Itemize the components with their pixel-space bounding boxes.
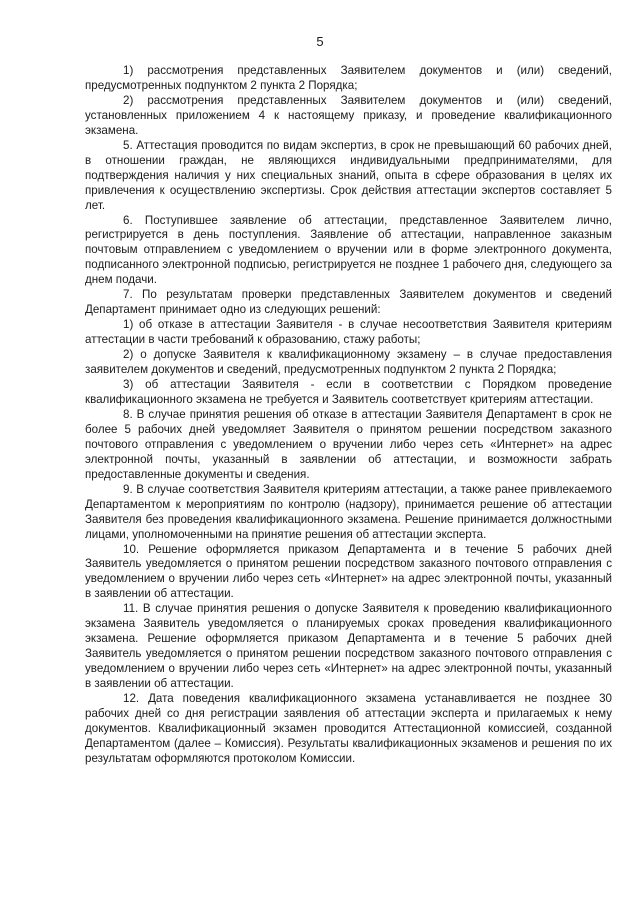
paragraph-decision-2: 2) о допуске Заявителя к квалификационному экзамену – в случае предоставления заявителем документов и сведений, предусмотренных подпунктом 2 пункта 2 Порядка; [85,348,612,377]
paragraph-clause-11: 11. В случае принятия решения о допуске Заявителя к проведению квалификационного экзамена Заявитель уведомляется о планируемых сроках проведения квалификационного экзамена. Решение оформляется приказом Департамента и в течение 5 рабочих дней Заявитель уведомляется о принятом решении посредством заказного почтового отправления с уведомлением о вручении либо через сеть «Интернет» на адрес электронной почты, указанный в заявлении об аттестации. [85,602,612,691]
paragraph-decision-3: 3) об аттестации Заявителя - если в соответствии с Порядком проведение квалификационного экзамена не требуется и Заявитель соответствует критериям аттестации. [85,378,612,406]
page-number: 5 [316,34,324,49]
paragraph-clause-9: 9. В случае соответствия Заявителя критериям аттестации, а также ранее привлекаемого Департаментом к мероприятиям по контролю (надзору), принимается решение об аттестации Заявителя без проведения квалификационного экзамена. Решение принимается должностными лицами, уполномоченными на принятие решения об аттестации эксперта. [85,482,612,541]
paragraph-item-1: 1) рассмотрения представленных Заявителем документов и (или) сведений, предусмотренных подпунктом 2 пункта 2 Порядка; [85,64,612,92]
paragraph-clause-12: 12. Дата поведения квалификационного экзамена устанавливается не позднее 30 рабочих дней со дня регистрации заявления об аттестации эксперта и прилагаемых к нему документов. Квалификационный экзамен проводится Аттестационной комиссией, созданной Департаментом (далее – Комиссия). Результаты квалификационных экзаменов и решения по их результатам оформляются протоколом Комиссии. [85,692,612,765]
paragraph-item-2: 2) рассмотрения представленных Заявителем документов и (или) сведений, установленных приложением 4 к настоящему приказу, и проведение квалификационного экзамена. [85,93,612,137]
document-body [85,64,612,767]
paragraph-clause-7: 7. По результатам проверки представленных Заявителем документов и сведений Департамент принимает одно из следующих решений: [85,288,612,317]
paragraph-decision-1: 1) об отказе в аттестации Заявителя - в случае несоответствия Заявителя критериям аттестации в части требований к образованию, стажу работы; [85,318,612,347]
paragraph-clause-6: 6. Поступившее заявление об аттестации, представленное Заявителем лично, регистрируется в день поступления. Заявление об аттестации, направленное заказным почтовым отправлением с уведомлением о вручении или в форме электронного документа, подписанного электронной подписью, регистрируется не позднее 1 рабочего дня, следующего за днем подачи. [85,213,612,287]
paragraph-clause-10: 10. Решение оформляется приказом Департамента и в течение 5 рабочих дней Заявитель уведомляется о принятом решении посредством заказного почтового отправления с уведомлением о вручении либо через сеть «Интернет» на адрес электронной почты, указанный в заявлении об аттестации. [85,542,612,601]
paragraph-clause-8: 8. В случае принятия решения об отказе в аттестации Заявителя Департамент в срок не более 5 рабочих дней уведомляет Заявителя о принятом решении посредством заказного почтового отправления с уведомлением о вручении либо через сеть «Интернет» на адрес электронной почты, указанный в заявлении об аттестации, и возможности забрать предоставленные документы и сведения. [85,407,612,481]
paragraph-clause-5: 5. Аттестация проводится по видам экспертиз, в срок не превышающий 60 рабочих дней, в отношении граждан, не являющихся индивидуальными предпринимателями, для подтверждения наличия у них специальных знаний, опыта в сфере образования в целях их привлечения к осуществлению экспертизы. Срок действия аттестации экспертов составляет 5 лет. [85,138,612,212]
